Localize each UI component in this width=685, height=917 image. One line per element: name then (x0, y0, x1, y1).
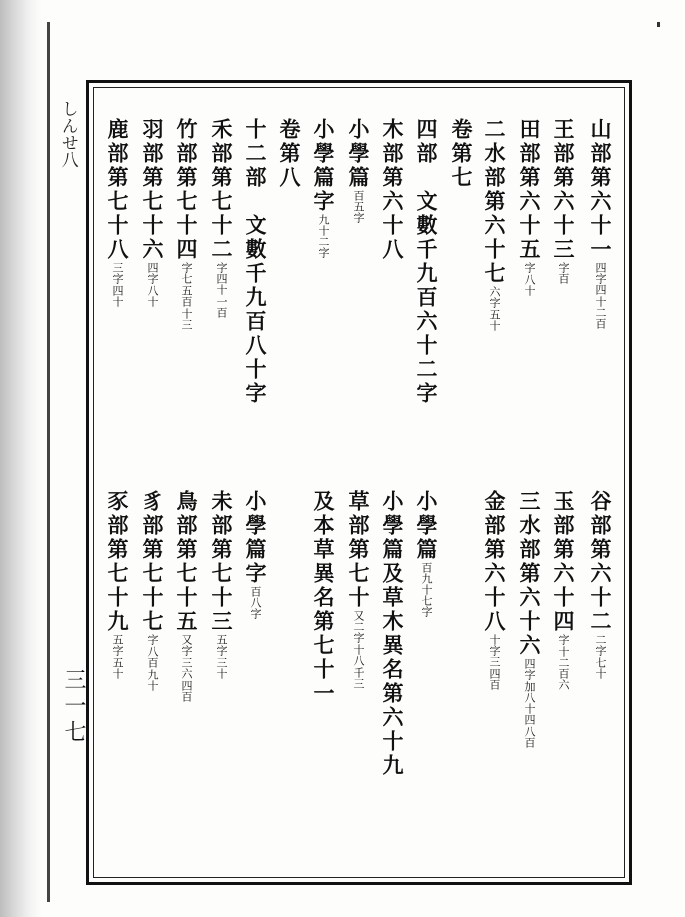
column-upper-11: 十二部 文數千九百八十字 (243, 118, 268, 406)
page-number: 三一七 (61, 668, 86, 746)
ink-speck (657, 22, 660, 27)
column-lower-5: 小學篇 百九十七字 (414, 490, 439, 617)
column-lower-2: 玉部第六十四 十二百六 字 (551, 490, 576, 690)
column-upper-12: 禾部第七十二 一百 字四十 (209, 118, 234, 318)
column-lower-9: 小學篇字 百八字 (243, 490, 268, 619)
margin-running-title: しんせ八 (57, 100, 78, 168)
column-lower-6: 小學篇及草木異名第六十九 (380, 490, 405, 778)
column-upper-15: 鹿部第七十八 四十 三字 (105, 118, 130, 307)
column-upper-8: 小學篇 百五字 (346, 118, 371, 223)
column-lower-11: 鳥部第七十五 四百 三六 又字 (174, 490, 199, 702)
column-lower-12: 豸部第七十七 九十 八百 字 (140, 490, 165, 691)
column-upper-14: 羽部第七十六 八十 四字 (140, 118, 165, 307)
column-lower-8: 及本草異名第七十一 (311, 490, 336, 706)
column-lower-10: 未部第七十三 三十 五字 (209, 490, 234, 679)
column-lower-1: 谷部第六十二 七十 二字 (588, 490, 613, 679)
column-upper-7: 木部第六十八 (380, 118, 405, 262)
column-upper-13: 竹部第七十四 十三 五百 字七 (174, 118, 199, 330)
column-lower-4: 金部第六十八 四百 十字三 (482, 490, 507, 690)
spine-rule (47, 22, 50, 902)
column-lower-7: 草部第七十 千三 十八 又二字 (346, 490, 371, 689)
column-upper-10: 卷第八 (277, 118, 302, 190)
column-upper-3: 田部第六十五 八十 字 (517, 118, 542, 296)
column-lower-13: 豕部第七十九 五十 五字 (105, 490, 130, 679)
column-upper-6: 四部 文數千九百六十二字 (414, 118, 439, 406)
column-upper-2: 王部第六十三 字百 (551, 118, 576, 284)
column-upper-1: 山部第六十一 十二百 四字四 (588, 118, 613, 329)
column-lower-3: 三水部第六十六 八百 加八十四 四字 (517, 490, 542, 748)
book-spine-shadow (0, 0, 42, 917)
column-upper-5: 卷第七 (449, 118, 474, 190)
column-upper-4: 二水部第六十七 五十 六字 (482, 118, 507, 331)
column-upper-9: 小學篇字 九十二字 (311, 118, 336, 258)
